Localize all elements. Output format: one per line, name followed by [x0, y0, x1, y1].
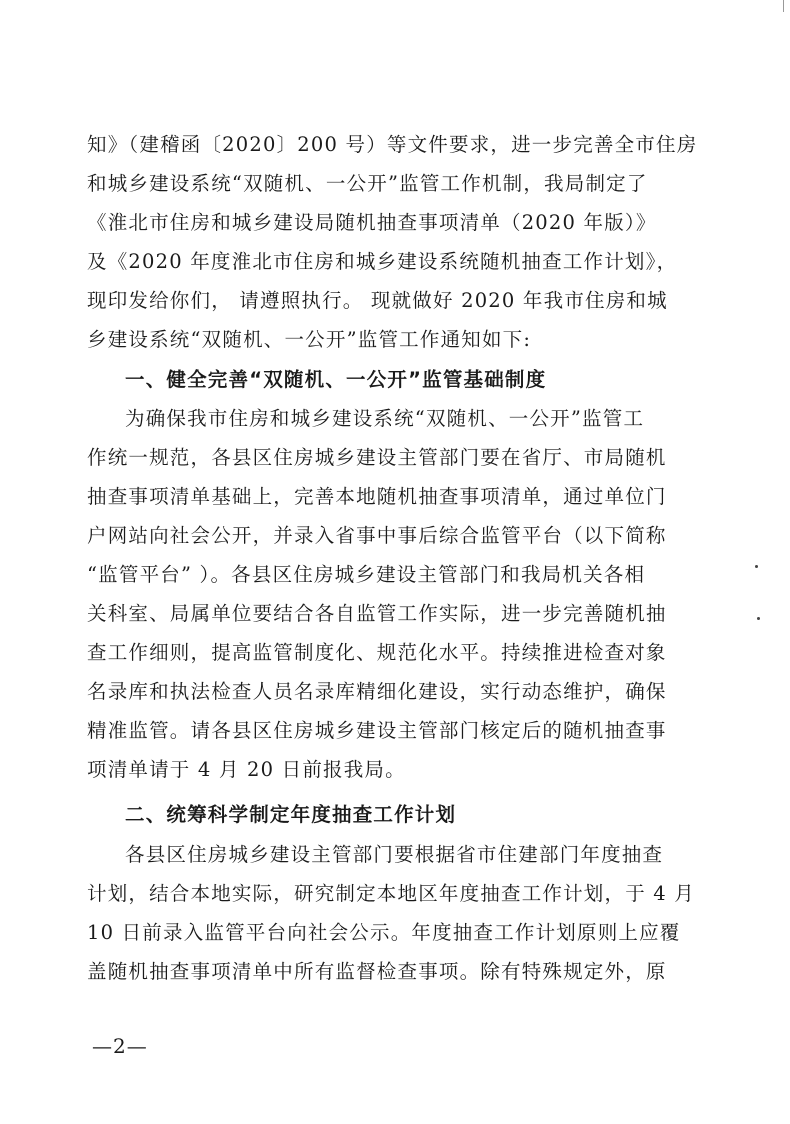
body-line: “监管平台” ）。各县区住房城乡建设主管部门和我局机关各相 — [87, 563, 646, 586]
body-line: 为确保我市住房和城乡建设系统“双随机、一公开”监管工 — [125, 407, 645, 430]
body-line: 盖随机抽查事项清单中所有监督检查事项。除有特殊规定外，原 — [87, 960, 667, 983]
body-line: 作统一规范，各县区住房城乡建设主管部门要在省厅、市局随机 — [87, 446, 667, 469]
body-line: 关科室、局属单位要结合各自监管工作实际，进一步完善随机抽 — [87, 602, 667, 625]
scan-dot — [755, 565, 758, 568]
body-line: 及《2020 年度淮北市住房和城乡建设系统随机抽查工作计划》， — [87, 250, 678, 273]
body-line: 名录库和执法检查人员名录库精细化建设，实行动态维护，确保 — [87, 680, 667, 703]
body-line: 乡建设系统“双随机、一公开”监管工作通知如下: — [87, 328, 532, 351]
body-line: 户网站向社会公开，并录入省事中事后综合监管平台（以下简称 — [87, 524, 667, 547]
section-heading: 一、健全完善“双随机、一公开”监管基础制度 — [125, 368, 547, 391]
body-line: 知》（建稽函〔2020〕200 号）等文件要求，进一步完善全市住房 — [87, 133, 698, 156]
body-line: 查工作细则，提高监管制度化、规范化水平。持续推进检查对象 — [87, 641, 667, 664]
body-line: 各县区住房城乡建设主管部门要根据省市住建部门年度抽查 — [125, 843, 664, 866]
page-number: —2— — [92, 1034, 148, 1058]
body-line: 项清单请于 4 月 20 日前报我局。 — [87, 758, 406, 781]
body-line: 精准监管。请各县区住房城乡建设主管部门核定后的随机抽查事 — [87, 719, 667, 742]
section-heading: 二、统筹科学制定年度抽查工作计划 — [125, 803, 457, 826]
body-line: 10 日前录入监管平台向社会公示。年度抽查工作计划原则上应覆 — [87, 921, 681, 944]
body-line: 《淮北市住房和城乡建设局随机抽查事项清单（2020 年版）》 — [87, 211, 657, 234]
scan-edge-mark — [783, 0, 784, 12]
scan-dot — [757, 617, 760, 620]
body-line: 计划，结合本地实际，研究制定本地区年度抽查工作计划，于 4 月 — [87, 882, 696, 905]
body-line: 抽查事项清单基础上，完善本地随机抽查事项清单，通过单位门 — [87, 485, 667, 508]
body-line: 现印发给你们， 请遵照执行。 现就做好 2020 年我市住房和城 — [87, 289, 668, 312]
body-line: 和城乡建设系统“双随机、一公开”监管工作机制，我局制定了 — [87, 172, 648, 195]
